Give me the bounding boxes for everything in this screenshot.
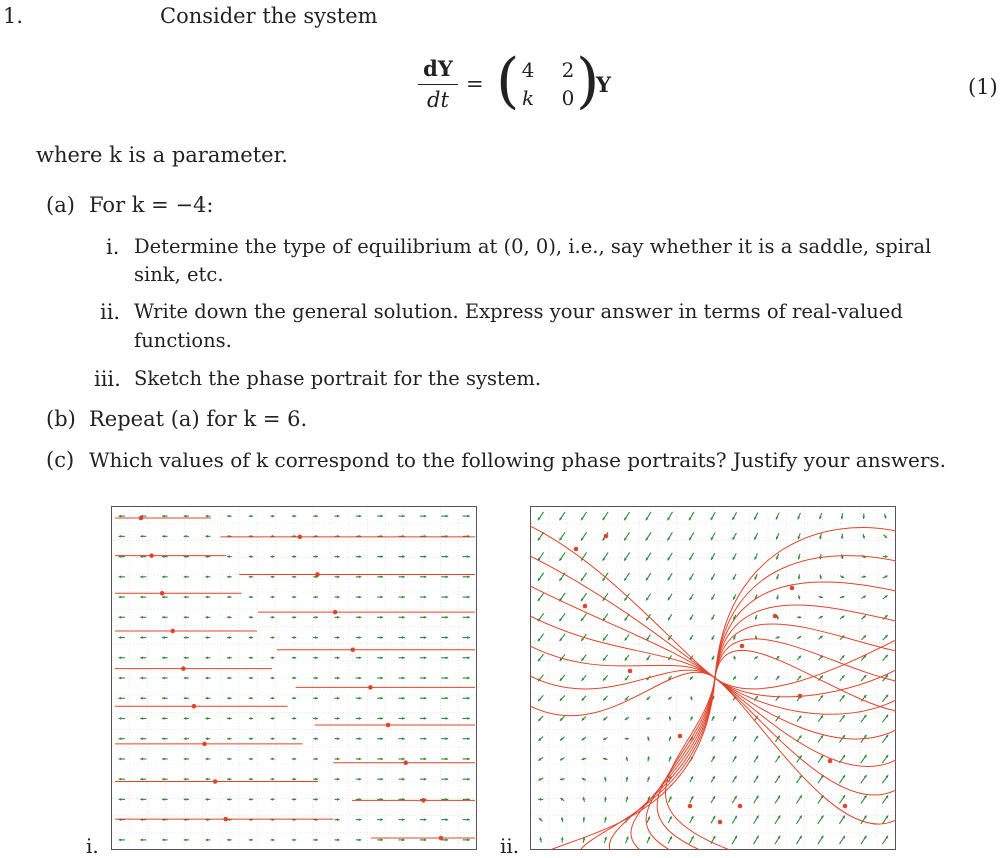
- part-a-iii-label: iii.: [94, 366, 121, 392]
- matrix-cell: k: [518, 86, 538, 114]
- derivative-numerator: dY: [418, 56, 458, 81]
- initial-point: [828, 759, 833, 764]
- initial-point: [160, 591, 165, 596]
- initial-point: [798, 694, 803, 699]
- system-equation: [418, 52, 618, 120]
- initial-point: [298, 535, 303, 540]
- initial-point: [628, 669, 633, 674]
- derivative-fraction: [418, 56, 458, 112]
- part-a-iii-text: Sketch the phase portrait for the system.: [134, 366, 541, 392]
- part-a-ii-label: ii.: [100, 299, 120, 325]
- phase-portrait-i-label: i.: [86, 834, 99, 858]
- initial-point: [192, 704, 197, 709]
- initial-point: [790, 586, 795, 591]
- initial-point: [678, 734, 683, 739]
- derivative-denominator: dt: [418, 88, 458, 112]
- left-paren: (: [496, 46, 519, 116]
- initial-point: [213, 779, 218, 784]
- part-a-ii-line1: Write down the general solution. Express your answer in terms of real-valued: [134, 299, 903, 325]
- matrix-cell: 2: [558, 58, 578, 86]
- where-text: where k is a parameter.: [36, 142, 288, 168]
- initial-point: [139, 516, 144, 521]
- part-b-text: Repeat (a) for k = 6.: [89, 406, 307, 432]
- initial-point: [773, 614, 778, 619]
- problem-intro: Consider the system: [160, 3, 378, 29]
- equals-sign: =: [466, 72, 484, 96]
- initial-point: [350, 647, 355, 652]
- part-b-label: (b): [46, 406, 76, 432]
- initial-point: [718, 820, 723, 825]
- initial-point: [421, 798, 426, 803]
- initial-point: [181, 666, 186, 671]
- initial-point: [149, 553, 154, 558]
- initial-point: [403, 760, 408, 765]
- initial-point: [583, 604, 588, 609]
- initial-point: [688, 804, 693, 809]
- matrix-cell: 0: [558, 86, 578, 114]
- equation-number: (1): [968, 74, 998, 100]
- matrix-row: [518, 58, 578, 86]
- initial-point: [843, 804, 848, 809]
- initial-point: [740, 644, 745, 649]
- coefficient-matrix: [518, 58, 578, 114]
- initial-point: [223, 817, 228, 822]
- initial-point: [368, 685, 373, 690]
- part-a-ii-line2: functions.: [134, 328, 232, 354]
- right-paren: ): [576, 46, 599, 116]
- initial-point: [738, 804, 743, 809]
- initial-point: [202, 742, 207, 747]
- part-a-i-line1: Determine the type of equilibrium at (0, 0), i.e., say whether it is a saddle, spiral: [134, 234, 931, 260]
- matrix-row: [518, 86, 578, 114]
- phase-portrait-i: [111, 506, 477, 850]
- initial-point: [574, 547, 579, 552]
- initial-point: [386, 723, 391, 728]
- part-a-label: (a): [46, 192, 75, 218]
- initial-point: [604, 534, 609, 539]
- phase-portrait-ii-label: ii.: [500, 834, 519, 858]
- part-a-text: For k = −4:: [89, 192, 213, 218]
- part-c-text: Which values of k correspond to the following phase portraits? Justify your answers.: [89, 447, 946, 473]
- phase-portrait-ii: [530, 506, 896, 850]
- problem-number: 1.: [3, 3, 23, 29]
- initial-point: [333, 610, 338, 615]
- part-c-label: (c): [46, 447, 74, 473]
- vector-y: Y: [596, 72, 611, 97]
- initial-point: [439, 836, 444, 841]
- part-a-i-line2: sink, etc.: [134, 262, 224, 288]
- initial-point: [315, 572, 320, 577]
- part-a-i-label: i.: [106, 234, 119, 260]
- initial-point: [170, 629, 175, 634]
- matrix-cell: 4: [518, 58, 538, 86]
